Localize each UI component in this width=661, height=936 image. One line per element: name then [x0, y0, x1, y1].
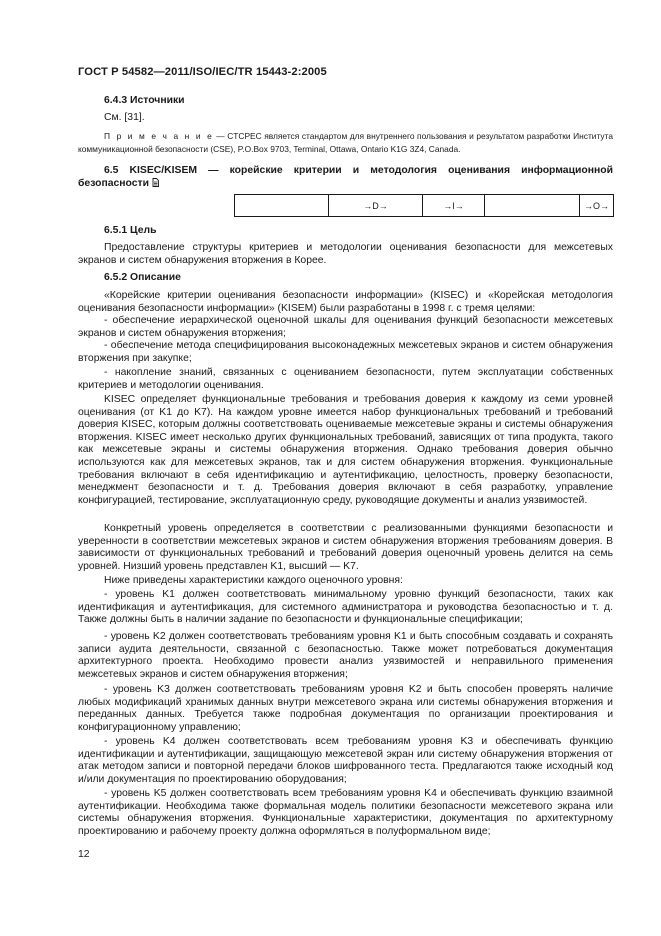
section-text-6-5-1: Предоставление структуры критериев и методологии оценивания безопасности для межсетевых экранов и систем обнаружения вторжения в Корее.	[78, 242, 613, 266]
table-cell: →I→	[423, 195, 485, 217]
table-cell: →O→	[580, 195, 614, 217]
page-number: 12	[78, 849, 90, 860]
paragraph: Ниже приведены характеристики каждого оценочного уровня:	[104, 575, 403, 586]
list-item: - обеспечение метода специфицирования высоконадежных межсетевых экранов и систем обнаружения вторжения при закупке;	[78, 340, 613, 364]
list-item: - уровень K2 должен соответствовать требованиям уровня K1 и быть способным создавать и сохранять записи аудита деятельности, связанной с безопасностью. Также может потребоваться документация архитектурного проекта. Необходимо провести анализ уязвимостей и неправильного применения межсетевых экранов и систем обнаружения вторжения;	[78, 631, 613, 680]
paragraph: KISEC определяет функциональные требования и требования доверия к каждому из семи уровней оценивания (от K1 до K7). На каждом уровне имеется набор функциональных требований и требований доверия KISEC, которым должны соответствовать оцениваемые межсетевые экраны и системы обнаружения вторжения. KISEC имеет несколько других функциональных требований, зависящих от типа продукта, такого как межсетевые экраны и системы обнаружения вторжения. Однако требования доверия обычно используются как для межсетевых экранов, так и для систем обнаружения вторжения. Функциональные требования включают в себя идентификацию и аутентификацию, целостность, проверку безопасности, менеджмент безопасности и т. д. Требования доверия включают в себя разработку, управление конфигурацией, тестирование, эксплуатационную среду, руководящие документы и анализ уязвимостей.	[78, 394, 613, 506]
list-item: - уровень K3 должен соответствовать требованиям уровня K2 и быть способен проверять наличие любых модификаций хранимых данных внутри межсетевого экрана или системы обнаружения вторжения и переданных данных. Требуется также подробная документация по организации проектирования и конфигурационному управлению;	[78, 684, 613, 733]
paragraph: «Корейские критерии оценивания безопасности информации» (KISEC) и «Корейская методология оценивания безопасности информации» (KISEM) были разработаны в 1998 г. с тремя целями:	[78, 290, 613, 314]
list-item: - уровень K5 должен соответствовать всем требованиям уровня K4 и обеспечивать функцию взаимной аутентификации. Необходима также формальная модель политики безопасности межсетевого экрана или системы обнаружения вторжения. Функциональные характеристики, документация по архитектурному проектированию и рабочему проекту должна оформляться в полуформальном виде;	[78, 788, 613, 837]
flow-table	[234, 194, 614, 217]
paragraph: Конкретный уровень определяется в соответствии с реализованными функциями безопасности и уверенности в соответствии межсетевых экранов и систем обнаружения вторжения требованиям доверия. В зависимости от функциональных требований и требований доверия оценочный уровень делится на семь уровней. Низший уровень представлен K1, высший — K7.	[78, 523, 613, 572]
table-row	[235, 195, 614, 217]
list-item: - обеспечение иерархической оценочной шкалы для оценивания функций безопасности межсетевых экранов и систем обнаружения вторжения;	[78, 315, 613, 339]
section-heading-6-4-3: 6.4.3 Источники	[104, 95, 185, 106]
note-text: — CTCPEC является стандартом для внутреннего пользования и результатом разработки Института коммуникационной безопасности (CSE), P.O.Box 9703, Terminal, Ottawa, Ontario K1G 3Z4, Canada.	[78, 131, 613, 154]
note-label: П р и м е ч а н и е	[104, 131, 214, 141]
list-item: - уровень K4 должен соответствовать всем требованиям уровня K3 и обеспечивать функцию идентификации и аутентификации, защищающую межсетевой экран или систему обнаружения вторжения от атак методом записи и повторной передачи блоков шифрованного теста. Предлагаются также исходный код и/или документация по проектированию оборудования;	[78, 736, 613, 785]
section-text-6-4-3: См. [31].	[104, 112, 145, 123]
document-icon	[152, 178, 159, 187]
document-header: ГОСТ Р 54582—2011/ISO/IEC/TR 15443-2:2005	[78, 66, 327, 78]
list-item: - накопление знаний, связанных с оцениванием безопасности, путем эксплуатации собственных критериев и методологии оценивания.	[78, 367, 613, 391]
section-heading-6-5	[78, 165, 613, 190]
section-heading-6-5-2: 6.5.2 Описание	[104, 272, 181, 283]
note-paragraph	[78, 130, 613, 156]
section-heading-6-5-1: 6.5.1 Цель	[104, 225, 157, 236]
table-cell	[485, 195, 580, 217]
section-heading-6-5-text: 6.5 KISEC/KISEM — корейские критерии и методология оценивания информационной безопасности	[78, 165, 613, 189]
table-cell	[235, 195, 329, 217]
table-cell: →D→	[329, 195, 423, 217]
list-item: - уровень K1 должен соответствовать минимальному уровню функций безопасности, таких как идентификация и аутентификация, для системного администратора и руководства безопасностью и т. д. Также должны быть в наличии задание по безопасности и функциональные спецификации;	[78, 589, 613, 626]
